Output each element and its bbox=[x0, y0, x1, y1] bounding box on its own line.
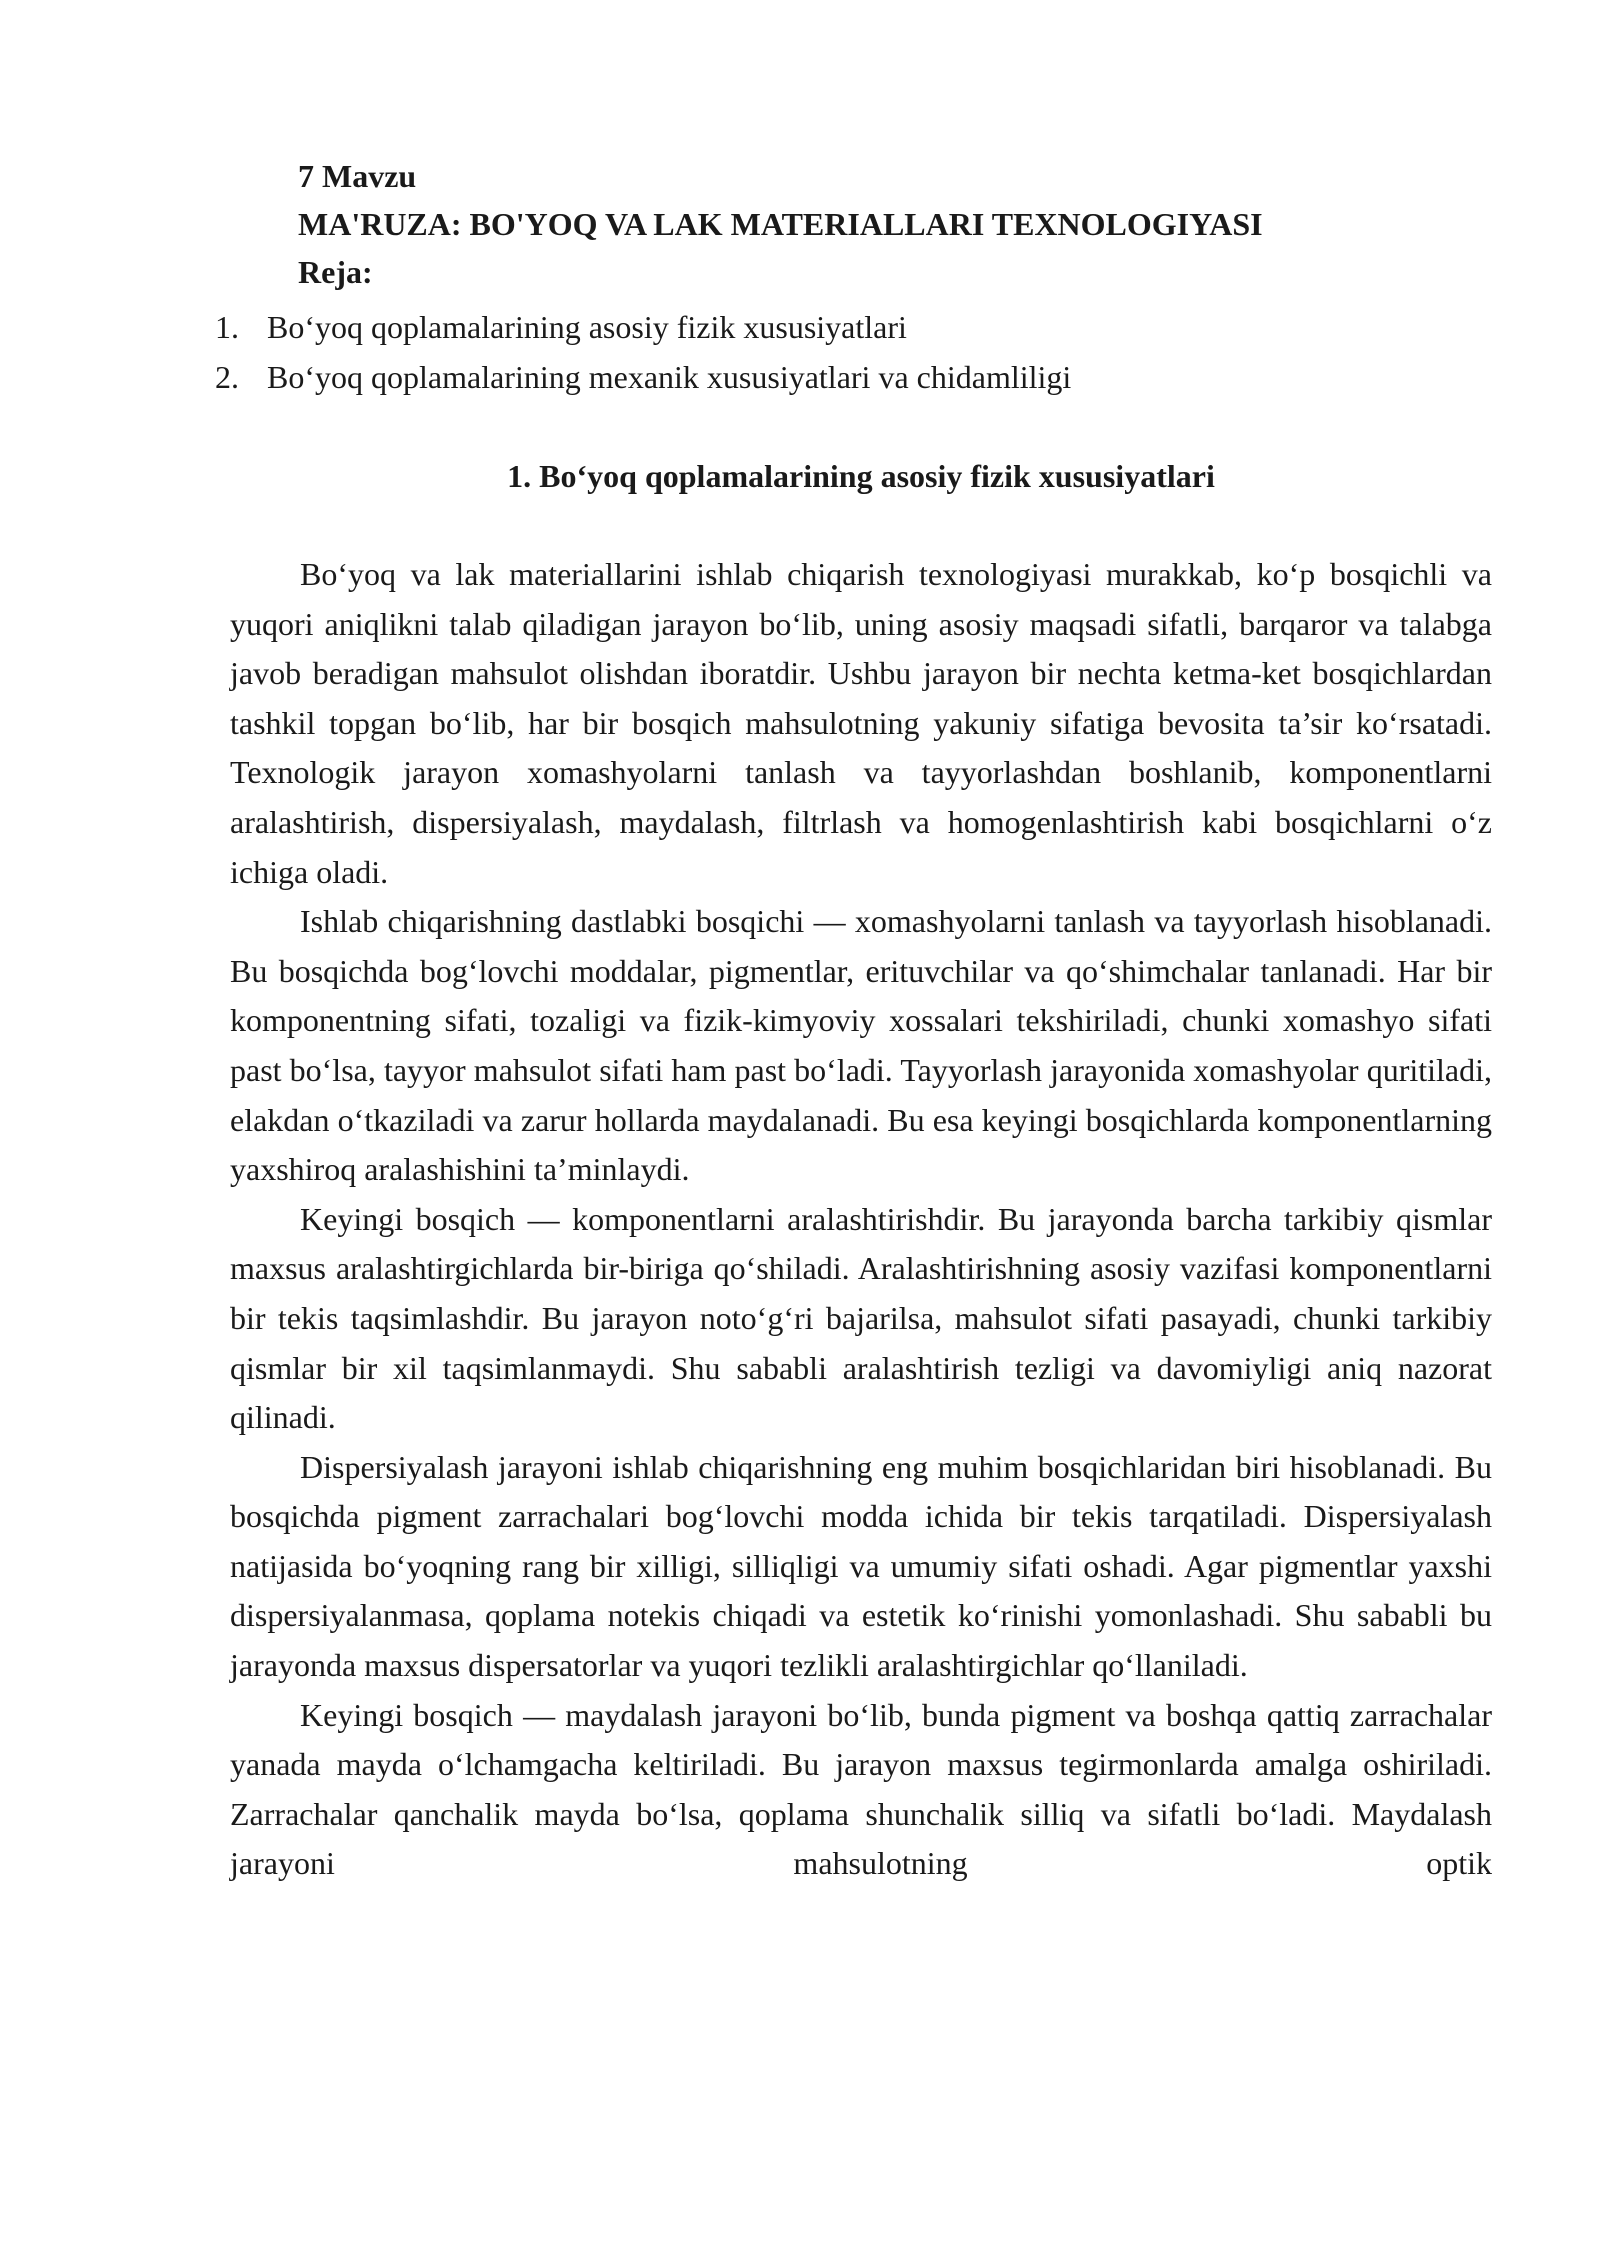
plan-item-number: 2. bbox=[215, 359, 239, 395]
plan-item bbox=[215, 302, 1515, 352]
paragraph: Ishlab chiqarishning dastlabki bosqichi — xomashyolarni tanlash va tayyorlash hisoblanadi. Bu bosqichda bog‘lovchi moddalar, pigmentlar, erituvchilar va qo‘shimchalar tanlanadi. Har bir komponentning sifati, tozaligi va fizik-kimyoviy xossalari tekshiriladi, chunki xomashyo sifati past bo‘lsa, tayyor mahsulot sifati ham past bo‘ladi. Tayyorlash jarayonida xomashyolar quritiladi, elakdan o‘tkaziladi va zarur hollarda maydalanadi. Bu esa keyingi bosqichlarda komponentlarning yaxshiroq aralashishini ta’minlaydi. bbox=[230, 903, 1492, 1188]
paragraph: Keyingi bosqich — maydalash jarayoni bo‘lib, bunda pigment va boshqa qattiq zarrachalar yanada mayda o‘lchamgacha keltiriladi. Bu jarayon maxsus tegirmonlarda amalga oshiriladi. Zarrachalar qanchalik mayda bo‘lsa, qoplama shunchalik silliq va sifatli bo‘ladi. Maydalash jarayoni mahsulotning optik bbox=[230, 1696, 1492, 1882]
paragraph: Dispersiyalash jarayoni ishlab chiqarishning eng muhim bosqichlaridan biri hisoblanadi. Bu bosqichda pigment zarrachalari bog‘lovchi modda ichida bir tekis tarqatiladi. Dispersiyalash natijasida bo‘yoqning rang bir xilligi, silliqligi va umumiy sifati oshadi. Agar pigmentlar yaxshi dispersiyalanmasa, qoplama notekis chiqadi va estetik ko‘rinishi yomonlashadi. Shu sababli bu jarayonda maxsus dispersatorlar va yuqori tezlikli aralashtirgichlar qo‘llaniladi. bbox=[230, 1448, 1492, 1684]
plan-item-number: 1. bbox=[215, 309, 239, 345]
plan-item-text: Bo‘yoq qoplamalarining mexanik xususiyatlari va chidamliligi bbox=[267, 359, 1072, 395]
topic-label: 7 Mavzu bbox=[298, 158, 417, 194]
plan-item-text: Bo‘yoq qoplamalarining asosiy fizik xususiyatlari bbox=[267, 309, 907, 345]
plan-list bbox=[215, 302, 1515, 402]
document-header bbox=[298, 152, 1498, 296]
plan-item bbox=[215, 352, 1515, 402]
paragraph: Bo‘yoq va lak materiallarini ishlab chiqarish texnologiyasi murakkab, ko‘p bosqichli va yuqori aniqlikni talab qiladigan jarayon bo‘lib, uning asosiy maqsadi sifatli, barqaror va talabga javob beradigan mahsulot olishdan iboratdir. Ushbu jarayon bir nechta ketma-ket bosqichlardan tashkil topgan bo‘lib, har bir bosqich mahsulotning yakuniy sifatiga bevosita ta’sir ko‘rsatadi. Texnologik jarayon xomashyolarni tanlash va tayyorlashdan boshlanib, komponentlarni aralashtirish, dispersiyalash, maydalash, filtrlash va homogenlashtirish kabi bosqichlarni o‘z ichiga oladi. bbox=[230, 556, 1492, 890]
lecture-title: MA'RUZA: BO'YOQ VA LAK MATERIALLARI TEXNOLOGIYASI bbox=[298, 206, 1263, 242]
paragraph: Keyingi bosqich — komponentlarni aralashtirishdir. Bu jarayonda barcha tarkibiy qismlar maxsus aralashtirgichlarda bir-biriga qo‘shiladi. Aralashtirishning asosiy vazifasi komponentlarni bir tekis taqsimlashdir. Bu jarayon noto‘g‘ri bajarilsa, mahsulot sifati pasayadi, chunki tarkibiy qismlar bir xil taqsimlanmaydi. Shu sababli aralashtirish tezligi va davomiyligi aniq nazorat qilinadi. bbox=[230, 1200, 1492, 1436]
section-title: 1. Bo‘yoq qoplamalarining asosiy fizik xususiyatlari bbox=[507, 458, 1215, 494]
plan-label: Reja: bbox=[298, 254, 373, 290]
body-text bbox=[230, 550, 1492, 1889]
